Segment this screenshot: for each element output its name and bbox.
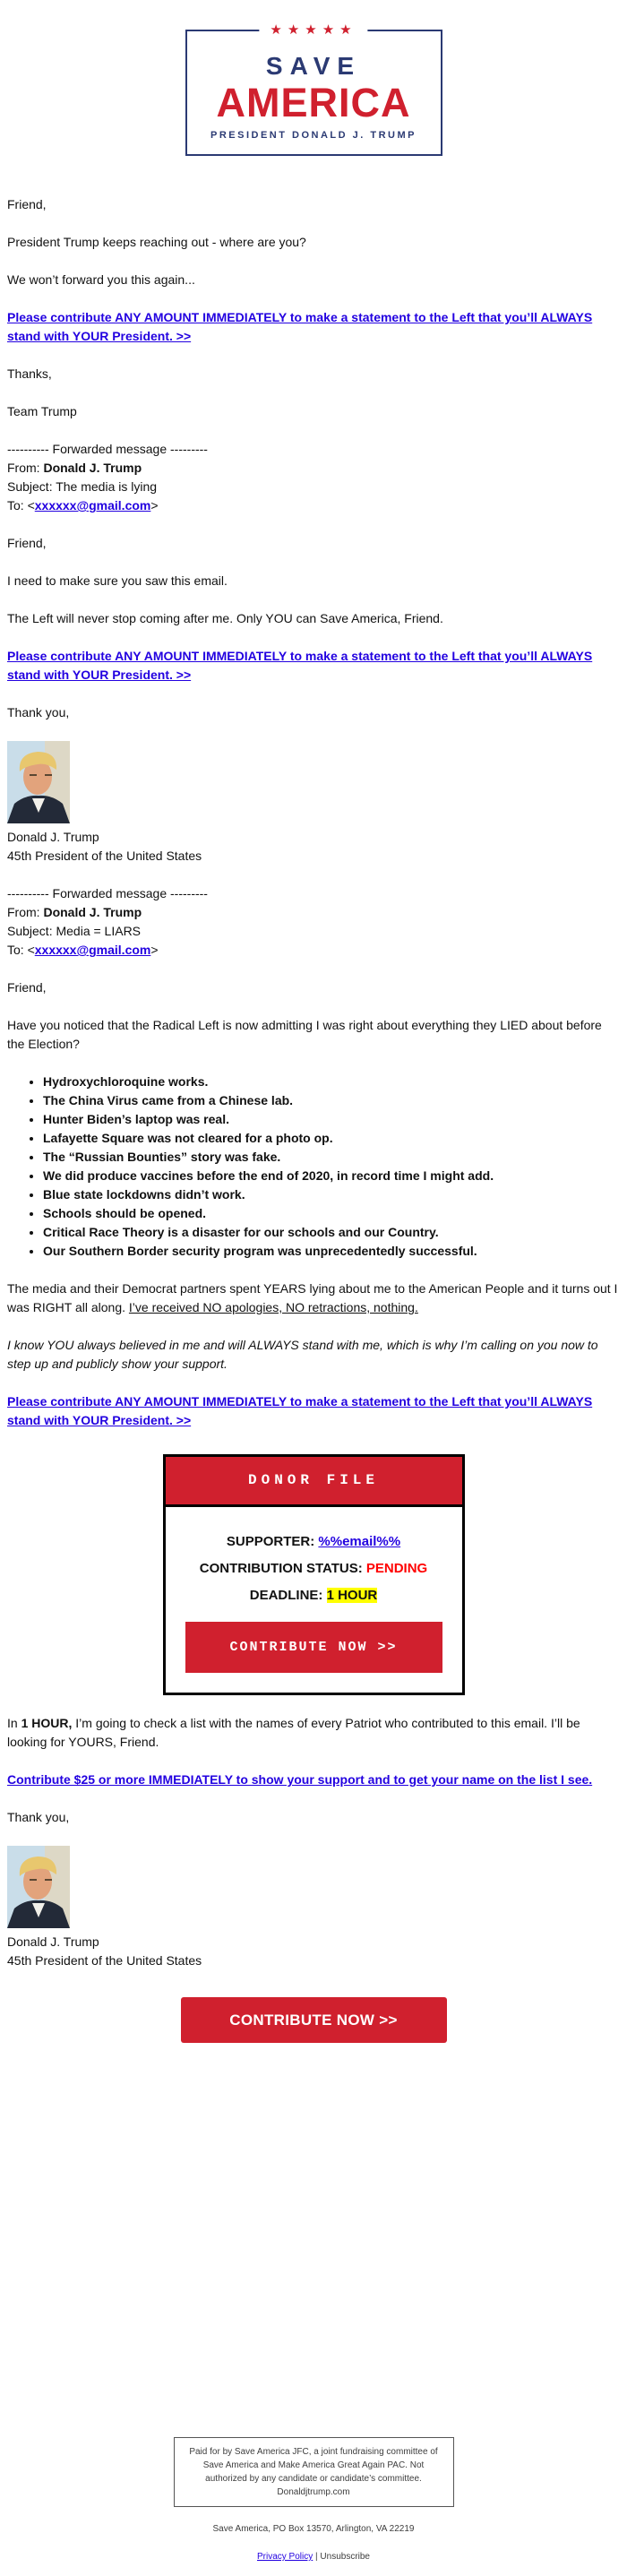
contribute-link-paragraph-2	[7, 647, 620, 685]
donor-file-box	[163, 1454, 465, 1695]
contribute-link-paragraph-3	[7, 1392, 620, 1430]
trump-photo	[7, 1846, 70, 1928]
outro-closing: Thank you,	[7, 1810, 70, 1824]
signature-name: Donald J. Trump	[7, 830, 99, 844]
fwd2-greeting: Friend,	[7, 980, 47, 995]
recipient-email-link[interactable]: xxxxxx@gmail.com	[34, 498, 151, 513]
forwarded-header-1	[7, 440, 620, 515]
contribute-now-button[interactable]: CONTRIBUTE NOW >>	[185, 1622, 442, 1673]
contribute-link-paragraph-1	[7, 308, 620, 346]
fwd1-paragraph-2: The Left will never stop coming after me. Only YOU can Save America, Friend.	[7, 611, 443, 625]
to-line: To: <xxxxxx@gmail.com>	[7, 498, 159, 513]
list-item: • Lafayette Square was not cleared for a photo op.	[43, 1129, 620, 1148]
forwarded-divider: ---------- Forwarded message ---------	[7, 442, 208, 456]
paid-for-disclaimer: Paid for by Save America JFC, a joint fundraising committee of Save America and Make America Great Again PAC. Not authorized by any candidate or candidate’s committee. Donaldjtrump.com	[174, 2437, 454, 2507]
fwd2-paragraph-3: I know YOU always believed in me and will ALWAYS stand with me, which is why I’m calling on you now to step up and publicly show your support.	[7, 1338, 598, 1371]
donor-file-header: DONOR FILE	[166, 1457, 462, 1507]
signature-1	[7, 828, 620, 866]
intro-paragraph-2: We won’t forward you this again...	[7, 272, 195, 287]
forwarded-divider: ---------- Forwarded message ---------	[7, 886, 208, 900]
subject-line: Subject: Media = LIARS	[7, 924, 142, 938]
list-item: • Hunter Biden’s laptop was real.	[43, 1110, 620, 1129]
contribute-any-amount-link[interactable]: Please contribute ANY AMOUNT IMMEDIATELY to make a statement to the Left that you’ll ALWAYS stand with YOUR President. >>	[7, 649, 593, 682]
save-america-logo	[185, 22, 442, 156]
outro-paragraph-1: In 1 HOUR, I’m going to check a list with the names of every Patriot who contributed to this email. I’ll be looking for YOURS, Friend.	[7, 1716, 580, 1749]
fwd1-greeting: Friend,	[7, 536, 47, 550]
legal-links: Privacy Policy | Unsubscribe	[257, 2552, 370, 2562]
blank-space	[7, 2043, 620, 2437]
greeting: Friend,	[7, 197, 47, 211]
signature-name: Donald J. Trump	[7, 1934, 99, 1949]
unsubscribe-text: Unsubscribe	[320, 2552, 370, 2562]
signature-2	[7, 1933, 620, 1970]
list-item: • Our Southern Border security program was unprecedentedly successful.	[43, 1242, 620, 1261]
from-line: From: Donald J. Trump	[7, 461, 142, 475]
mailing-address: Save America, PO Box 13570, Arlington, VA 22219	[212, 2524, 415, 2534]
from-line: From: Donald J. Trump	[7, 905, 142, 919]
forwarded-header-2	[7, 884, 620, 960]
fwd2-paragraph-2: The media and their Democrat partners spent YEARS lying about me to the American People and it turns out I was RIGHT all along. I’ve received NO apologies, NO retractions, nothing.	[7, 1281, 618, 1314]
list-item: • Blue state lockdowns didn’t work.	[43, 1185, 620, 1204]
signature-title: 45th President of the United States	[7, 849, 202, 863]
trump-photo	[7, 741, 70, 823]
contribution-status-line: CONTRIBUTION STATUS: PENDING	[199, 1561, 428, 1576]
intro-paragraph-1: President Trump keeps reaching out - where are you?	[7, 235, 306, 249]
from-name: Donald J. Trump	[43, 461, 142, 475]
list-item: • We did produce vaccines before the end of 2020, in record time I might add.	[43, 1167, 620, 1185]
list-item: • Hydroxychloroquine works.	[43, 1073, 620, 1091]
logo-save-text: SAVE	[265, 52, 362, 80]
deadline-line: DEADLINE: 1 HOUR	[249, 1588, 378, 1603]
from-name: Donald J. Trump	[43, 905, 142, 919]
status-pending-value: PENDING	[365, 1561, 428, 1576]
contribute-25-link[interactable]: Contribute $25 or more IMMEDIATELY to show your support and to get your name on the list I see.	[7, 1772, 593, 1787]
fwd1-paragraph-1: I need to make sure you saw this email.	[7, 573, 228, 588]
intro-signoff: Team Trump	[7, 404, 77, 418]
contribute-any-amount-link[interactable]: Please contribute ANY AMOUNT IMMEDIATELY to make a statement to the Left that you’ll ALWAYS stand with YOUR President. >>	[7, 1394, 593, 1427]
to-line: To: <xxxxxx@gmail.com>	[7, 943, 159, 957]
contribute-now-button-bottom[interactable]: CONTRIBUTE NOW >>	[181, 1997, 447, 2043]
list-item: • Schools should be opened.	[43, 1204, 620, 1223]
supporter-line: SUPPORTER: %%email%%	[226, 1534, 401, 1549]
privacy-policy-link[interactable]: Privacy Policy	[257, 2552, 314, 2562]
stars-icon: ★★★★★	[259, 22, 367, 39]
donor-file-body	[166, 1507, 462, 1693]
recipient-email-link[interactable]: xxxxxx@gmail.com	[34, 943, 151, 957]
one-hour-bold: 1 HOUR,	[21, 1716, 73, 1730]
list-item: • Critical Race Theory is a disaster for our schools and our Country.	[43, 1223, 620, 1242]
signature-title: 45th President of the United States	[7, 1953, 202, 1968]
logo-america-text: AMERICA	[216, 80, 411, 125]
fwd1-closing: Thank you,	[7, 705, 70, 719]
email-footer	[7, 2437, 620, 2563]
supporter-email-link[interactable]: %%email%%	[318, 1534, 401, 1549]
list-item: • The “Russian Bounties” story was fake.	[43, 1148, 620, 1167]
logo-wrap	[0, 0, 627, 156]
list-item: • The China Virus came from a Chinese lab.	[43, 1091, 620, 1110]
fwd2-paragraph-1: Have you noticed that the Radical Left is now admitting I was right about everything they LIED about before the Election?	[7, 1018, 602, 1051]
contribute-any-amount-link[interactable]: Please contribute ANY AMOUNT IMMEDIATELY to make a statement to the Left that you’ll ALWAYS stand with YOUR President. >>	[7, 310, 593, 343]
claims-list	[7, 1073, 620, 1261]
intro-closing: Thanks,	[7, 366, 52, 381]
email-content	[0, 156, 627, 2563]
logo-subtitle: PRESIDENT DONALD J. TRUMP	[210, 130, 417, 141]
contribute-25-link-paragraph	[7, 1770, 620, 1789]
deadline-value: 1 HOUR	[326, 1588, 378, 1603]
underlined-phrase: I’ve received NO apologies, NO retractions, nothing.	[128, 1300, 418, 1314]
subject-line: Subject: The media is lying	[7, 479, 158, 494]
